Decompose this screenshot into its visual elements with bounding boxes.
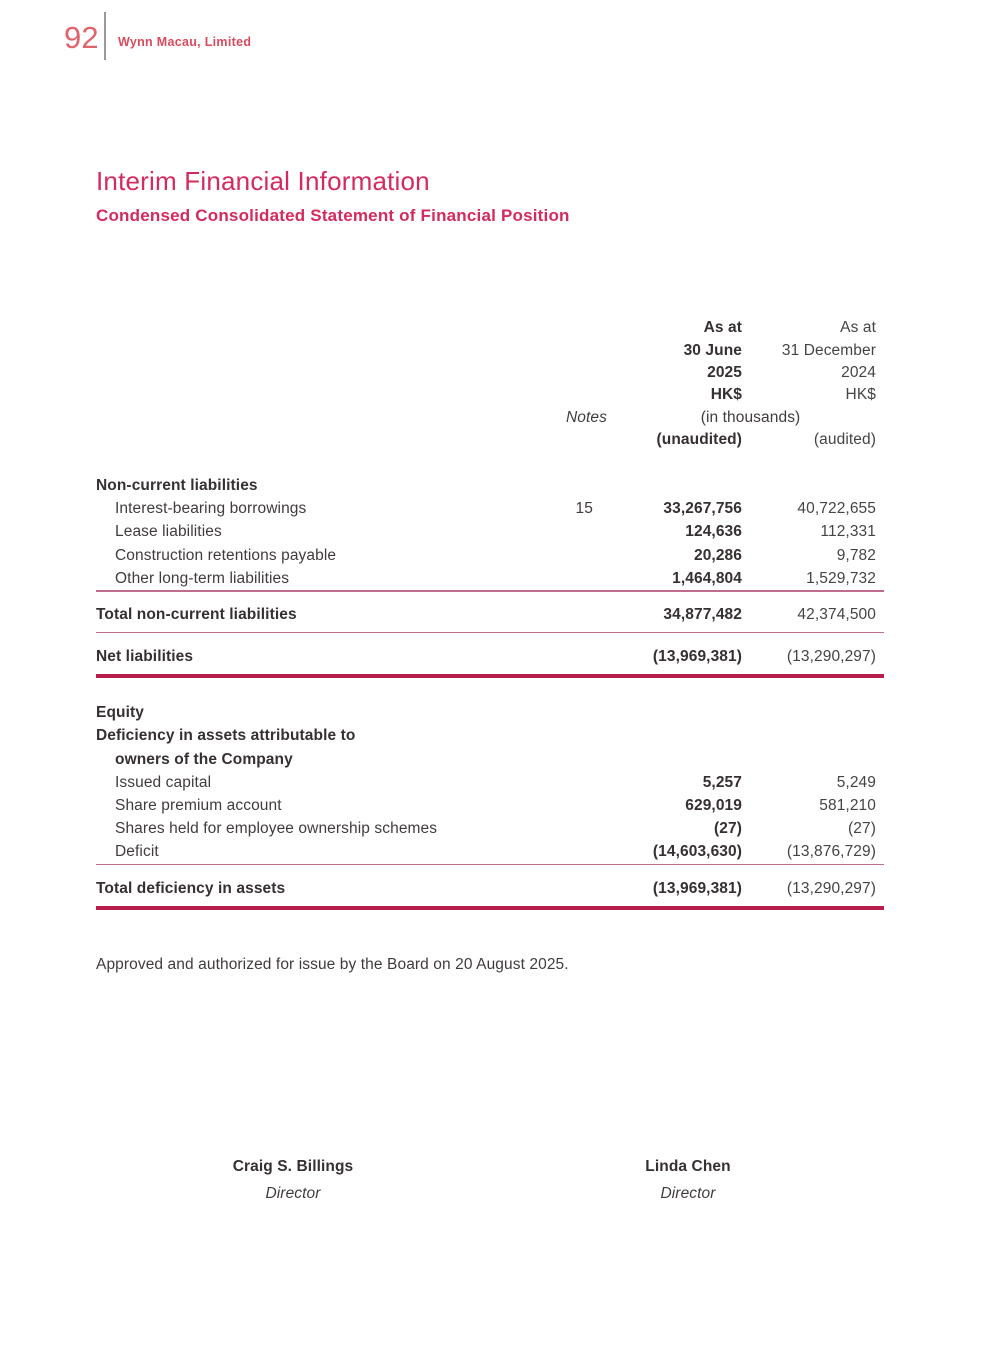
units-label: (in thousands) [617, 407, 884, 429]
table-row [96, 521, 884, 544]
row-label: Deficit [115, 843, 159, 861]
audit-status-row [96, 429, 884, 451]
prior-period-header: As at [840, 319, 876, 337]
approval-note: Approved and authorized for issue by the Board on 20 August 2025. [96, 956, 569, 973]
table-row [96, 604, 884, 627]
page-header [0, 0, 1006, 70]
table-row [96, 771, 884, 794]
row-label: Total non-current liabilities [96, 606, 297, 624]
row-value-prior: (13,290,297) [786, 880, 876, 898]
row-value-prior: (27) [848, 820, 876, 838]
row-value-current: 1,464,804 [672, 569, 742, 587]
prior-period-header: HK$ [845, 386, 876, 404]
row-value-prior: 9,782 [836, 546, 876, 564]
row-label: Total deficiency in assets [96, 880, 286, 898]
row-value-current: 124,636 [685, 523, 742, 541]
signatory-name: Craig S. Billings [232, 1158, 354, 1175]
row-label: Deficiency in assets attributable to [96, 727, 356, 745]
table-row [96, 645, 884, 668]
table-row [96, 567, 884, 590]
page-title: Interim Financial Information [96, 166, 430, 196]
row-label: Equity [96, 704, 144, 722]
row-label: Construction retentions payable [115, 546, 337, 564]
statement-rows [96, 474, 884, 909]
title-block [96, 166, 570, 226]
row-value-prior: 112,331 [820, 523, 876, 541]
divider-thin [96, 590, 884, 592]
row-value-prior: 40,722,655 [797, 500, 876, 518]
table-row [96, 841, 884, 864]
table-row [96, 818, 884, 841]
row-value-current: (27) [714, 820, 742, 838]
signature-block-right [538, 1158, 838, 1203]
row-label: Shares held for employee ownership schemes [115, 820, 438, 838]
row-value-current: (14,603,630) [652, 843, 742, 861]
table-header [96, 317, 884, 451]
table-row [96, 725, 884, 748]
row-label: Non-current liabilities [96, 476, 258, 494]
table-row [96, 474, 884, 497]
table-row [96, 498, 884, 521]
prior-period-header: 2024 [841, 363, 876, 381]
row-note-ref: 15 [575, 500, 593, 518]
row-value-current: 5,257 [702, 773, 742, 791]
header-divider [104, 12, 106, 60]
divider-thin [96, 632, 884, 634]
signatory-name: Linda Chen [645, 1158, 731, 1175]
notes-column-header: Notes [566, 408, 607, 426]
audited-label: (audited) [813, 431, 876, 449]
unaudited-label: (unaudited) [656, 431, 742, 449]
row-value-current: 20,286 [693, 546, 742, 564]
row-value-prior: 42,374,500 [797, 606, 876, 624]
current-period-header: HK$ [710, 386, 742, 404]
page-number: 92 [64, 20, 99, 55]
divider-thick [96, 906, 884, 910]
current-period-header: 30 June [683, 341, 742, 359]
row-label: Share premium account [115, 797, 282, 814]
prior-period-header: 31 December [781, 341, 876, 359]
row-label: owners of the Company [115, 750, 293, 768]
row-value-prior: (13,876,729) [786, 843, 876, 861]
period-header-row [96, 317, 884, 339]
table-row [96, 544, 884, 567]
period-header-lines [96, 317, 884, 407]
row-label: Other long-term liabilities [115, 569, 290, 587]
row-label: Issued capital [115, 773, 212, 791]
row-value-current: (13,969,381) [652, 648, 742, 666]
financial-position-table [96, 313, 884, 934]
row-value-prior: 581,210 [819, 797, 876, 814]
signature-block-left [143, 1158, 443, 1203]
row-value-prior: (13,290,297) [786, 648, 876, 666]
row-value-prior: 1,529,732 [806, 569, 876, 587]
period-header-row [96, 362, 884, 384]
page-subtitle: Condensed Consolidated Statement of Financial Position [96, 206, 570, 225]
divider-thin [96, 864, 884, 866]
row-label: Net liabilities [96, 648, 194, 666]
row-value-current: 33,267,756 [663, 500, 742, 518]
table-row [96, 748, 884, 771]
period-header-row [96, 384, 884, 406]
row-value-current: 34,877,482 [663, 606, 742, 624]
signatory-title: Director [265, 1185, 321, 1202]
row-value-prior: 5,249 [836, 773, 876, 791]
units-row [96, 407, 884, 429]
current-period-header: 2025 [707, 363, 742, 381]
company-name: Wynn Macau, Limited [118, 35, 252, 49]
row-value-current: 629,019 [685, 797, 742, 814]
signatory-title: Director [660, 1185, 716, 1202]
row-label: Interest-bearing borrowings [115, 500, 307, 518]
table-row [96, 794, 884, 817]
divider-thick [96, 674, 884, 678]
current-period-header: As at [703, 319, 742, 337]
table-row [96, 702, 884, 725]
table-row [96, 877, 884, 900]
row-value-current: (13,969,381) [652, 880, 742, 898]
period-header-row [96, 339, 884, 361]
row-label: Lease liabilities [115, 523, 222, 541]
